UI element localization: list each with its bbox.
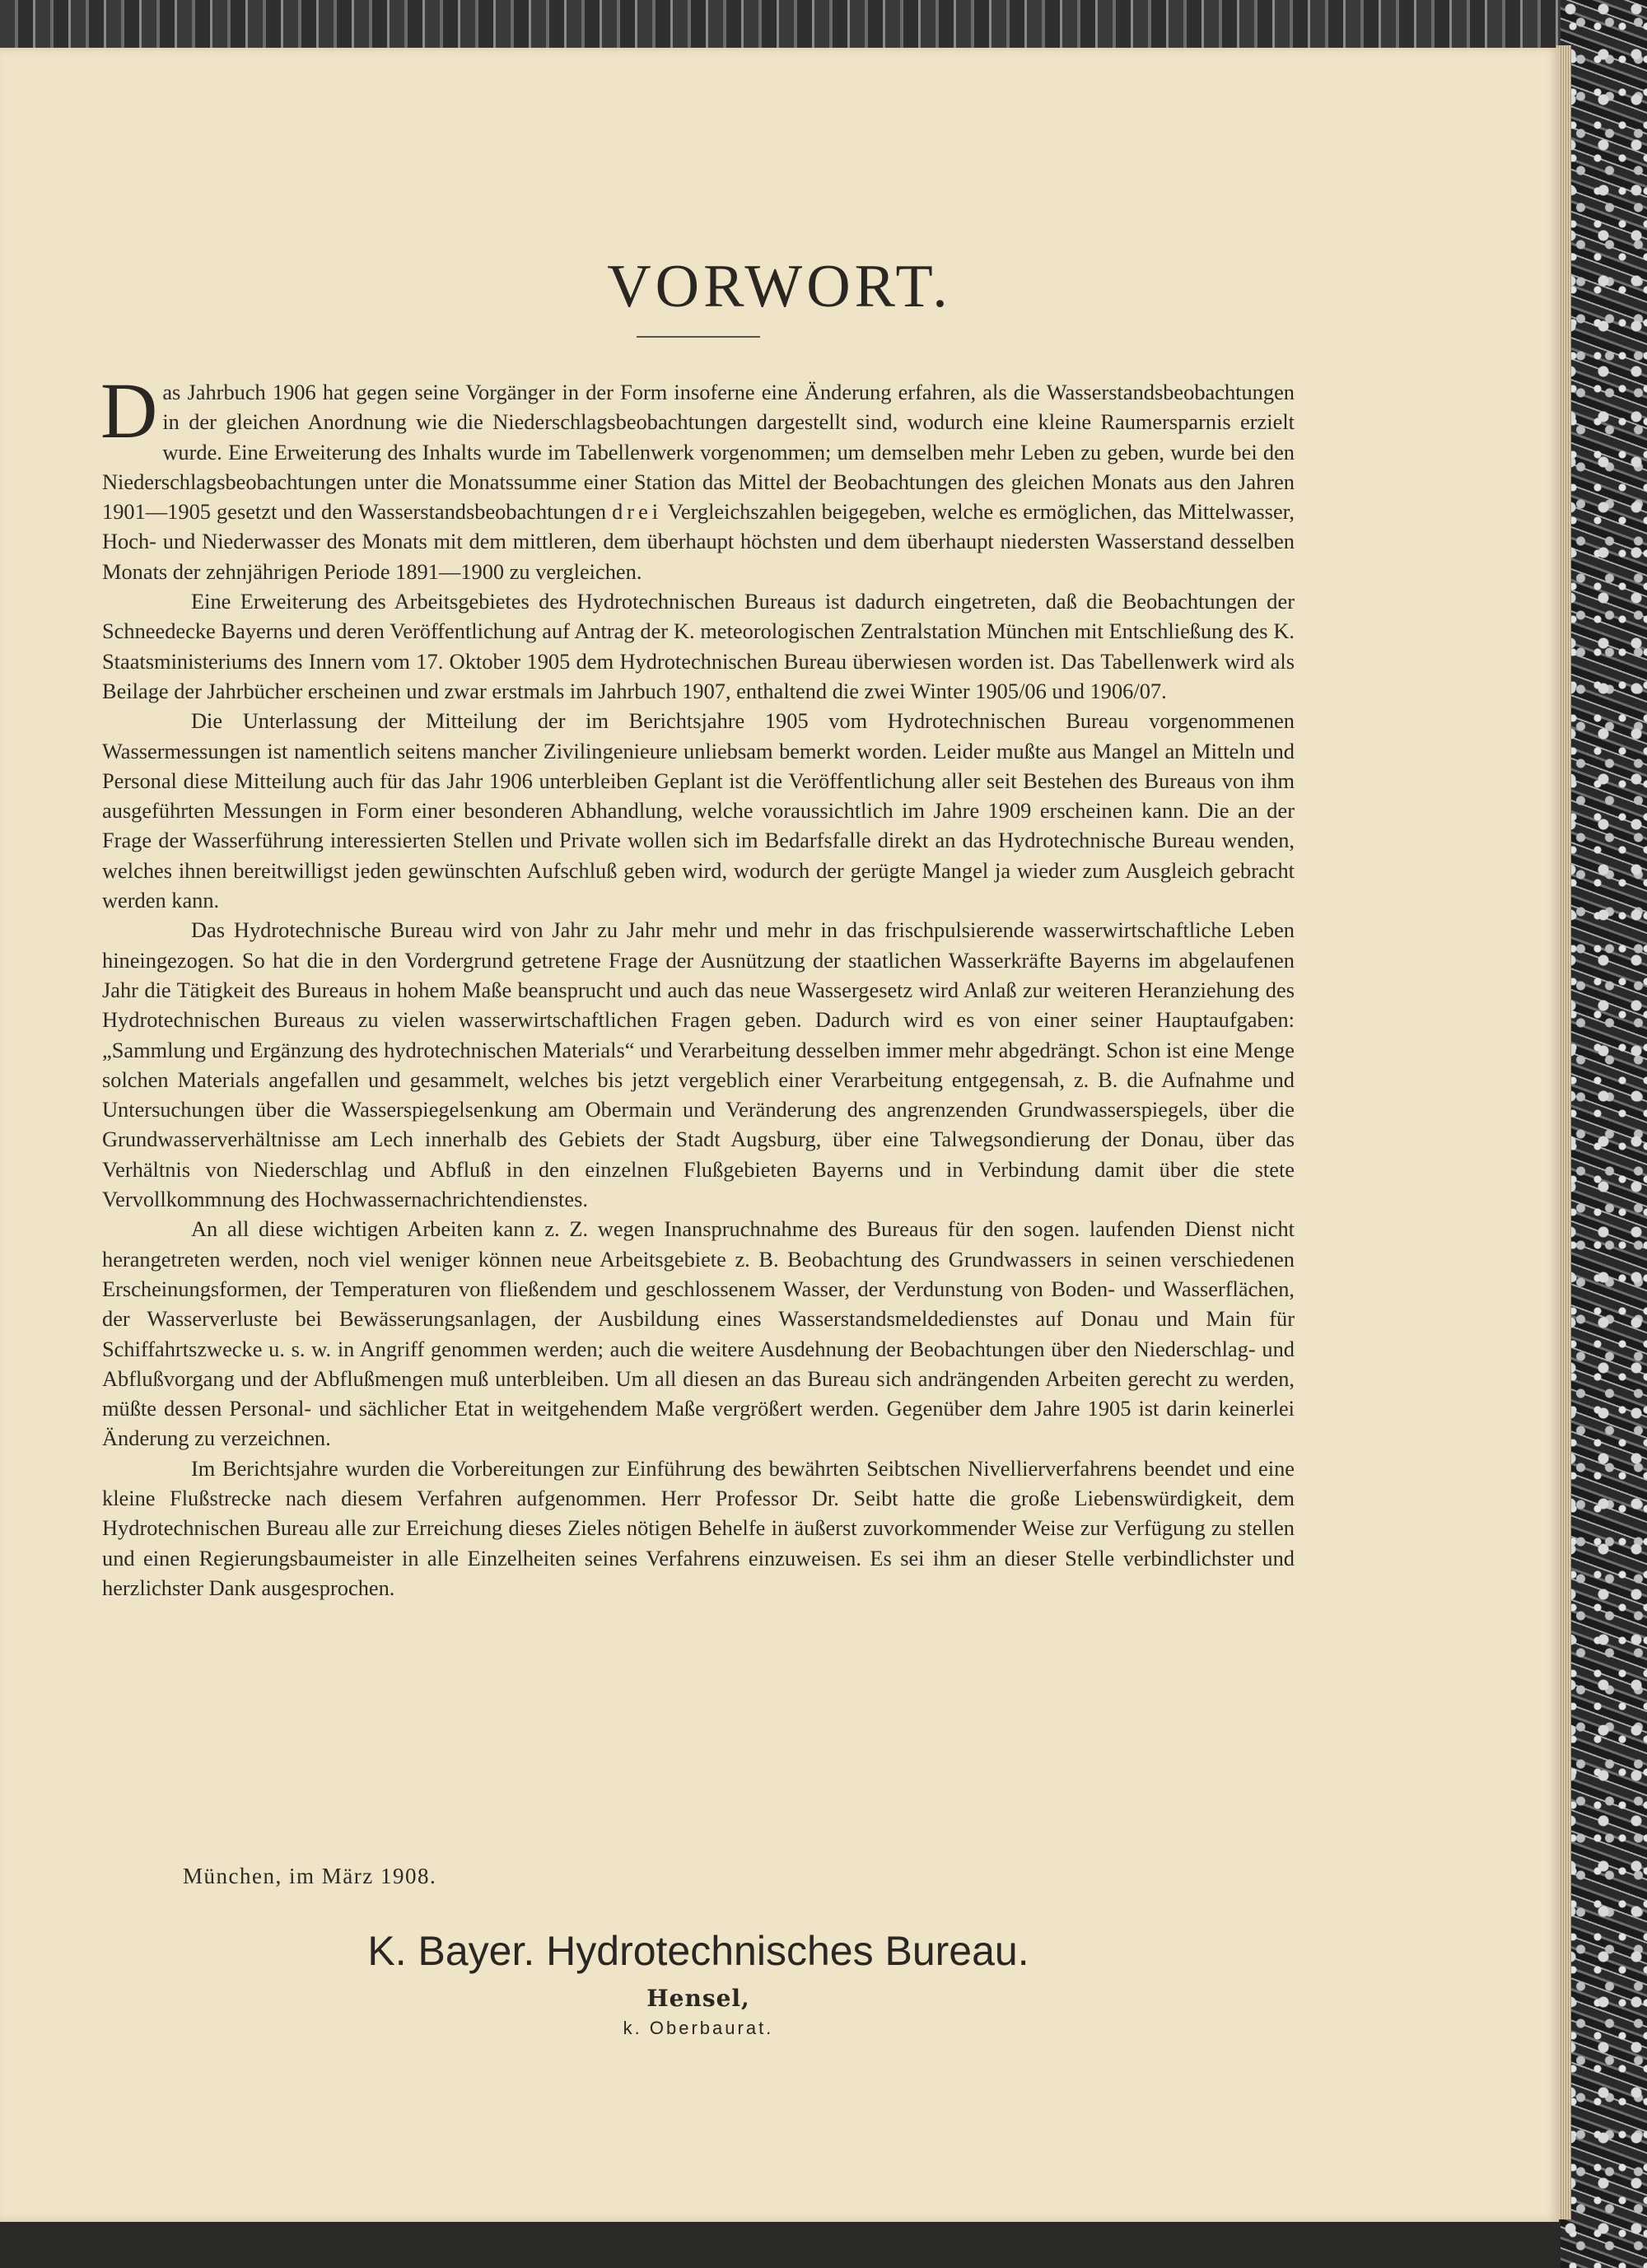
marbled-cover-edge [1561, 0, 1647, 2268]
paragraph-4: Das Hydrotechnische Bureau wird von Jahr zu Jahr mehr und mehr in das frischpulsierende wasserwirtschaftliche Leben hineingezogen. So hat die in den Vordergrund getretene Frage der Ausnützung der staatlichen Wasserkräfte Bayerns im abgelaufenen Jahr die Tätigkeit des Bureaus in hohem Maße beansprucht und auch das neue Wassergesetz wird Anlaß zur weiteren Heranziehung des Hydrotechnischen Bureaus zu vielen wasserwirtschaftlichen Fragen geben. Dadurch wird es von einer seiner Hauptaufgaben: „Sammlung und Ergänzung des hydrotechnischen Materials“ und Verarbeitung desselben immer mehr abgedrängt. Schon ist eine Menge solchen Materials angefallen und gesammelt, welches bis jetzt vergeblich einer Verarbeitung entgegensah, z. B. die Aufnahme und Untersuchungen über die Wasserspiegelsenkung am Obermain und Veränderung des angrenzenden Grundwasserspiegels, über die Grundwasserverhältnisse am Lech innerhalb des Gebiets der Stadt Augsburg, über eine Talwegsondierung der Donau, über das Verhältnis von Niederschlag und Abfluß in den einzelnen Flußgebieten Bayerns und in Verbindung damit über die stete Vervollkommnung des Hochwassernachrichtendienstes. [102, 917, 1295, 1212]
page-title: VORWORT. [607, 253, 952, 320]
document-page [0, 48, 1559, 2222]
signer-title: k. Oberbaurat. [623, 2018, 774, 2038]
paragraph-1 [100, 366, 1295, 586]
paragraph-3: Die Unterlassung der Mitteilung der im Berichtsjahre 1905 vom Hydrotechnischen Bureau vorgenommenen Wassermessungen ist namentlich seitens mancher Zivilingenieure unliebsam bemerkt worden. Leider mußte aus Mangel an Mitteln und Personal diese Mitteilung auch für das Jahr 1906 unterbleiben Geplant ist die Veröffentlichung aller seit Bestehen des Bureaus von ihm ausgeführten Messungen in Form einer besonderen Abhandlung, welche voraussichtlich im Jahre 1909 erscheinen kann. Die an der Frage der Wasserführung interessierten Stellen und Private wollen sich im Bedarfsfalle direkt an das Hydrotechnische Bureau wenden, welches ihnen bereitwilligst jeden gewünschten Aufschluß geben wird, wodurch der gerügte Mangel ja wieder zum Ausgleich gebracht werden kann. [102, 708, 1295, 913]
book-binding-top [0, 0, 1647, 51]
drop-cap: D [100, 366, 158, 455]
paragraph-1-text-b: Vergleichszahlen beigegeben, welche es ermöglichen, das Mittelwasser, Hoch- und Niederwasser des Monats mit dem mittleren, dem überhaupt höchsten und dem überhaupt niedersten Wasserstand desselben Monats der zehnjährigen Periode 1891—1900 zu vergleichen. [102, 499, 1295, 584]
paragraph-6: Im Berichtsjahre wurden die Vorbereitungen zur Einführung des bewährten Seibtschen Nivellierverfahrens beendet und eine kleine Flußstrecke nach diesem Verfahren aufgenommen. Herr Professor Dr. Seibt hatte die große Liebenswürdigkeit, dem Hydrotechnischen Bureau alle zur Erreichung dieses Zieles nötigen Behelfe in äußerst zuvorkommender Weise zur Verfügung zu stellen und einen Regierungsbaumeister in alle Einzelheiten seines Verfahrens einzuweisen. Es sei ihm an dieser Stelle verbindlichster und herzlichster Dank ausgesprochen. [102, 1455, 1295, 1600]
preface-body [100, 366, 1295, 1603]
paragraph-5: An all diese wichtigen Arbeiten kann z. Z. wegen Inanspruchnahme des Bureaus für den sogen. laufenden Dienst nicht herangetreten werden, noch viel weniger können neue Arbeitsgebiete z. B. Beobachtung des Grundwassers in seinen verschiedenen Erscheinungsformen, der Temperaturen von fließendem und geschlossenem Wasser, der Verdunstung von Boden- und Wasserflächen, der Wasserverluste bei Bewässerungsanlagen, der Ausbildung eines Wasserstandsmeldedienstes auf Donau und Main für Schiffahrtszwecke u. s. w. in Angriff genommen werden; auch die weitere Ausdehnung der Beobachtungen über den Niederschlag- und Abflußvorgang und der Abflußmengen muß unterbleiben. Um all diesen an das Bureau sich andrängenden Arbeiten gerecht zu werden, müßte dessen Personal- und sächlicher Etat in weitgehendem Maße vergrößert werden. Gegenüber dem Jahre 1905 ist darin keinerlei Änderung zu verzeichnen. [102, 1216, 1295, 1451]
paragraph-2: Eine Erweiterung des Arbeitsgebietes des Hydrotechnischen Bureaus ist dadurch eingetreten, daß die Beobachtungen der Schneedecke Bayerns und deren Veröffentlichung auf Antrag der K. meteorologischen Zentralstation München mit Entschließung des K. Staatsministeriums des Innern vom 17. Oktober 1905 dem Hydrotechnischen Bureau überwiesen worden ist. Das Tabellenwerk wird als Beilage der Jahrbücher erscheinen und zwar erstmals im Jahrbuch 1907, enthaltend die zwei Winter 1905/06 und 1906/07. [102, 589, 1295, 703]
paragraph-1-emphasis: drei [612, 499, 663, 525]
place-and-date: München, im März 1908. [183, 1864, 437, 1888]
organization-name: K. Bayer. Hydrotechnisches Bureau. [367, 1928, 1029, 1974]
title-divider [637, 336, 760, 338]
signer-name: Hensel, [646, 1985, 750, 2012]
paragraph-1-text-a: as Jahrbuch 1906 hat gegen seine Vorgänger in der Form insoferne eine Änderung erfahren, als die Wasserstandsbeobachtungen in der gleichen Anordnung wie die Niederschlagsbeobachtungen dargestellt sind, wodurch eine kleine Raumersparnis erzielt wurde. Eine Erweiterung des Inhalts wurde im Tabellenwerk vorgenommen; um demselben mehr Leben zu geben, wurde bei den Niederschlagsbeobachtungen unter die Monatssumme einer Station das Mittel der Beobachtungen des gleichen Monats aus den Jahren 1901—1905 gesetzt und den Wasserstandsbeobachtungen [102, 380, 1295, 525]
